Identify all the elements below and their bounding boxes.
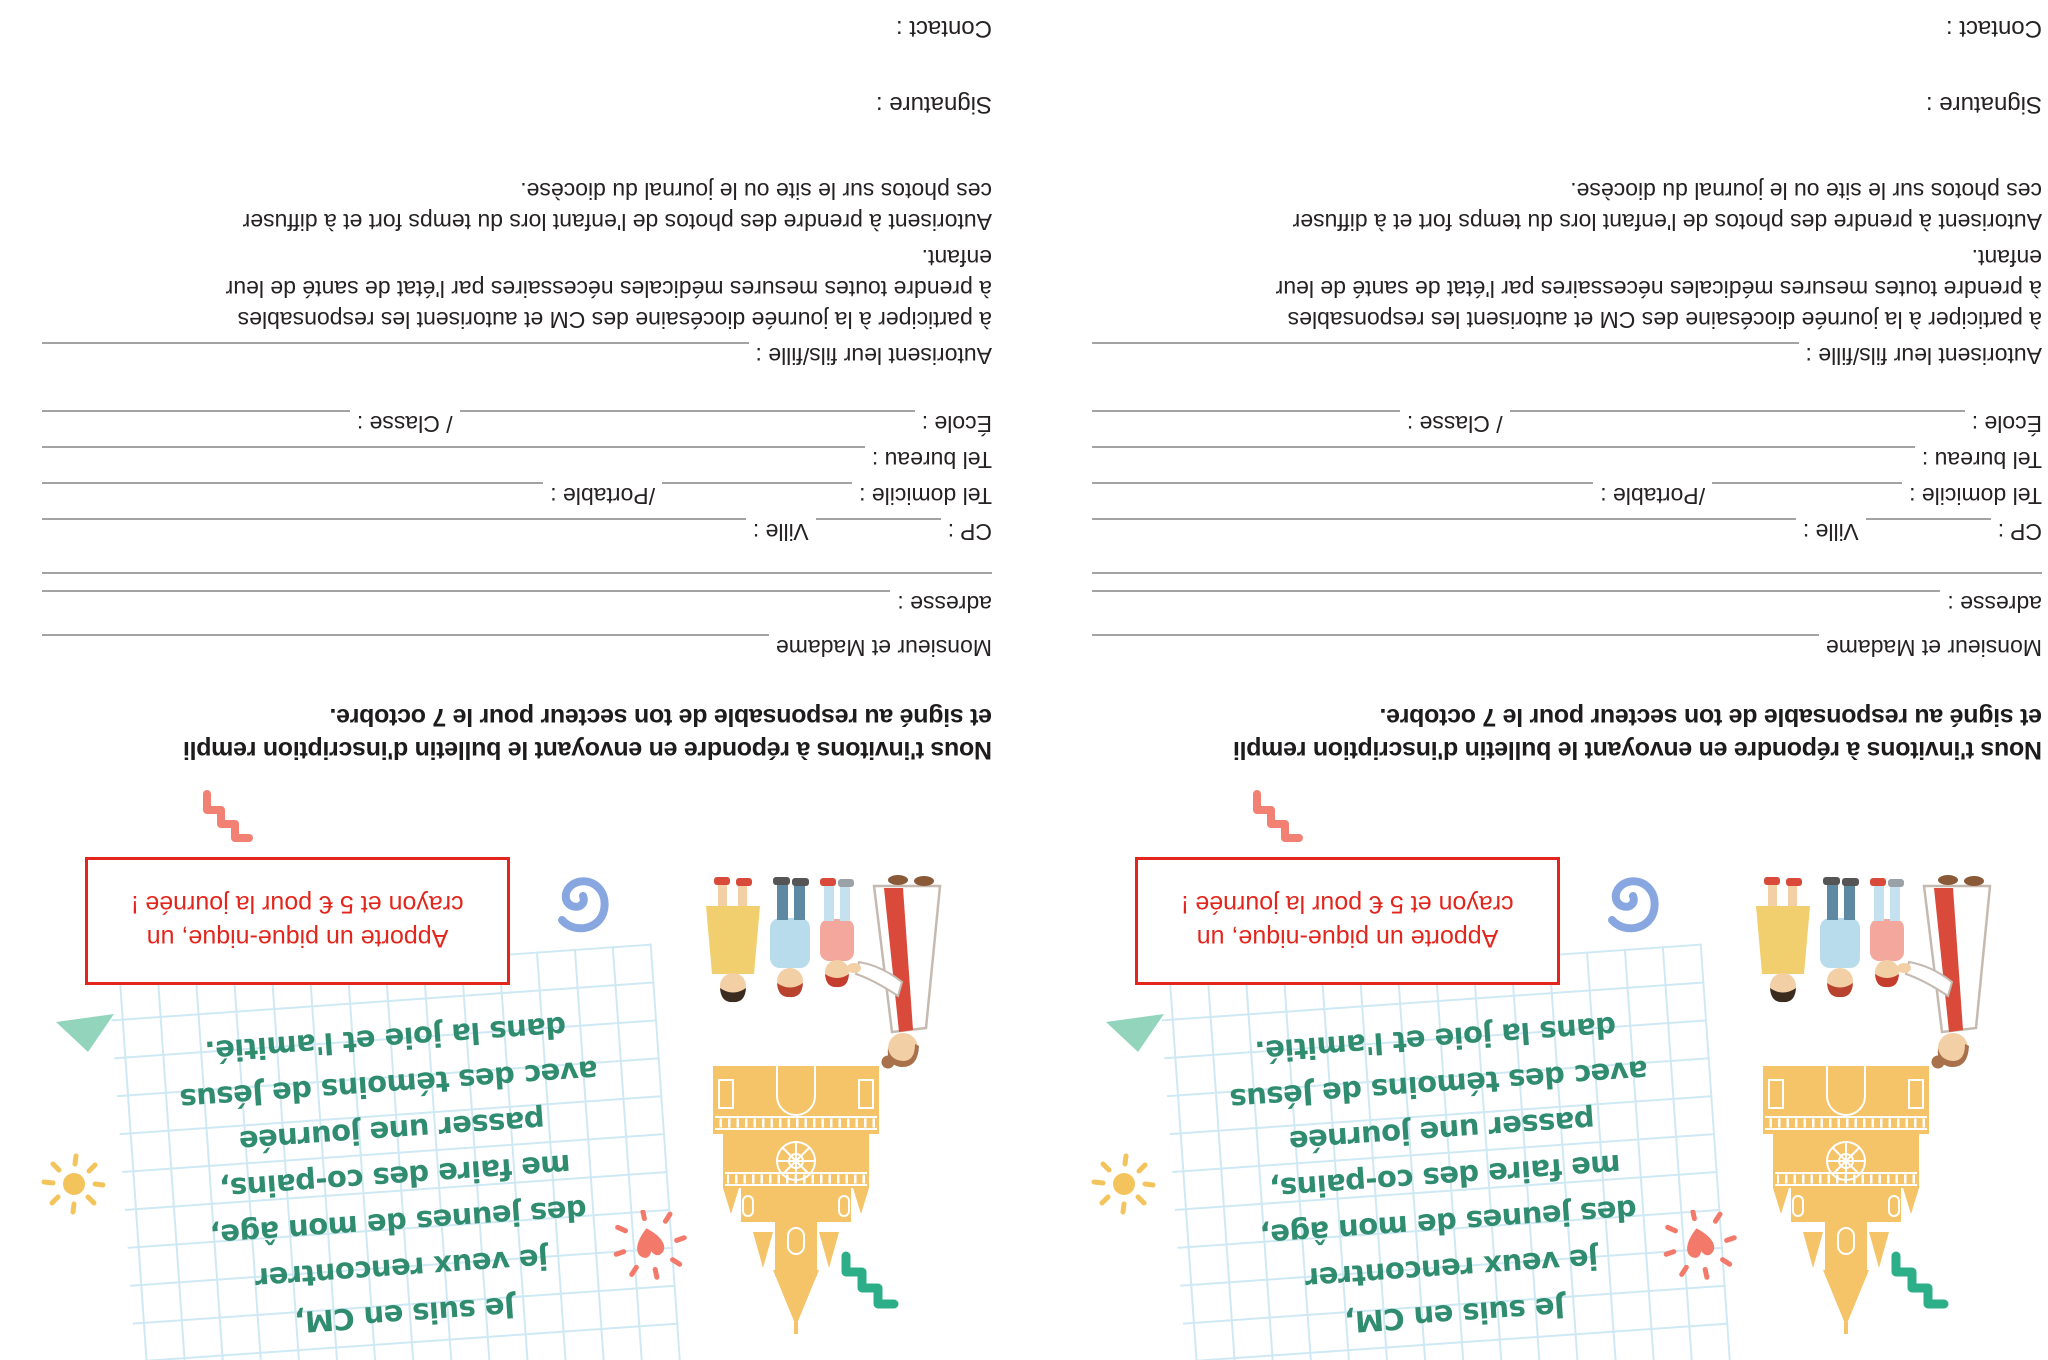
zigzag-icon bbox=[194, 786, 254, 846]
invitation-line: et signé au responsable de ton secteur pour le 7 octobre. bbox=[329, 703, 992, 731]
tel-office-line bbox=[1092, 446, 1915, 454]
zigzag-icon bbox=[1244, 786, 1304, 846]
grid-note bbox=[109, 944, 681, 1360]
invitation-text bbox=[1092, 700, 2042, 766]
children-jesus-illustration bbox=[1740, 872, 2010, 1092]
note-line: me faire des co-pains, bbox=[1268, 1147, 1622, 1207]
photo-paragraph-line2: ces photos sur le site ou le journal du diocèse. bbox=[520, 178, 992, 204]
note-line: Je suis en CM, bbox=[1343, 1290, 1567, 1340]
tel-office-label: Tel bureau : bbox=[1921, 447, 2042, 473]
note-line: je veux rencontrer bbox=[1304, 1241, 1600, 1296]
city-line bbox=[1092, 518, 1796, 526]
spiral-icon bbox=[1604, 872, 1662, 934]
form-row-phones bbox=[42, 482, 992, 510]
mobile-label: /Portable : bbox=[550, 483, 656, 509]
mobile-line bbox=[1092, 482, 1593, 490]
triangle-icon bbox=[52, 1010, 116, 1054]
city-label: Ville : bbox=[752, 519, 809, 545]
invitation-text bbox=[42, 700, 992, 766]
child-pink bbox=[1870, 878, 1904, 987]
address-label: adresse : bbox=[897, 591, 992, 617]
invitation-line: Nous t'invitons à répondre en envoyant le bulletin d'inscription rempli bbox=[1233, 736, 2042, 764]
note-line: avec des témoins de Jésus bbox=[1229, 1053, 1649, 1117]
form-row-address bbox=[1092, 590, 2042, 618]
child-name-line bbox=[1092, 342, 1799, 350]
triangle-icon bbox=[1102, 1010, 1166, 1054]
authorize-child-label: Autorisent leur fils/fille : bbox=[755, 343, 992, 369]
grid-note bbox=[1159, 944, 1731, 1360]
cathedral-illustration bbox=[1759, 1066, 1931, 1334]
address-line-2 bbox=[1092, 572, 2042, 580]
note-line: dans la joie et l'amitié. bbox=[1254, 1009, 1618, 1069]
child-blue bbox=[770, 877, 810, 997]
class-line bbox=[42, 410, 350, 418]
contact-label: Contact : bbox=[1945, 15, 2042, 42]
pickup-line: crayon et 5 € pour la journée ! bbox=[131, 890, 464, 918]
authorize-child-label: Autorisent leur fils/fille : bbox=[1805, 343, 2042, 369]
authorize-paragraph-line1: à participer à la journée diocésaine des CM et autorisent les responsables bbox=[1287, 307, 2042, 333]
class-label: / Classe : bbox=[1406, 411, 1503, 437]
school-line bbox=[1510, 410, 1965, 418]
child-yellow bbox=[706, 877, 760, 1002]
note-line: je veux rencontrer bbox=[254, 1241, 550, 1296]
cp-label: CP : bbox=[947, 519, 992, 545]
school-label: École : bbox=[921, 411, 992, 437]
note-line: des jeunes de mon âge, bbox=[209, 1192, 588, 1253]
pickup-line: Apporte un pique-nique, un bbox=[1196, 924, 1499, 952]
note-line: dans la joie et l'amitié. bbox=[204, 1009, 568, 1069]
address-line bbox=[1092, 590, 1940, 598]
class-label: / Classe : bbox=[356, 411, 453, 437]
child-pink bbox=[820, 878, 854, 987]
form-row-address-2 bbox=[1092, 572, 2042, 580]
tel-home-label: Tel domicile : bbox=[1909, 483, 2042, 509]
class-line bbox=[1092, 410, 1400, 418]
tel-home-line bbox=[1712, 482, 1902, 490]
note-line: des jeunes de mon âge, bbox=[1259, 1192, 1638, 1253]
flyer-column bbox=[0, 0, 1000, 1360]
jesus-figure bbox=[1897, 875, 1990, 1069]
form-row-tel-office bbox=[1092, 446, 2042, 474]
photo-paragraph-line2: ces photos sur le site ou le journal du diocèse. bbox=[1570, 178, 2042, 204]
heart-sun-icon bbox=[1663, 1210, 1737, 1280]
authorize-paragraph-line2: à prendre toutes mesures médicales nécessaires par l'état de santé de leur bbox=[1275, 276, 2042, 302]
form-row-phones bbox=[1092, 482, 2042, 510]
invitation-line: et signé au responsable de ton secteur pour le 7 octobre. bbox=[1379, 703, 2042, 731]
note-line: Je suis en CM, bbox=[293, 1290, 517, 1340]
tel-office-label: Tel bureau : bbox=[871, 447, 992, 473]
heart-sun-icon bbox=[613, 1210, 687, 1280]
form-row-cp-city bbox=[42, 518, 992, 546]
form-row-address bbox=[42, 590, 992, 618]
note-line: passer une journée bbox=[1288, 1103, 1596, 1159]
invitation-line: Nous t'invitons à répondre en envoyant le bulletin d'inscription rempli bbox=[183, 736, 992, 764]
form-row-authorize-child bbox=[42, 342, 992, 370]
mobile-line bbox=[42, 482, 543, 490]
contact-label: Contact : bbox=[895, 15, 992, 42]
tel-home-line bbox=[662, 482, 852, 490]
pickup-line: crayon et 5 € pour la journée ! bbox=[1181, 890, 1514, 918]
mobile-label: /Portable : bbox=[1600, 483, 1706, 509]
sun-icon bbox=[1088, 1152, 1158, 1216]
form-row-address-2 bbox=[42, 572, 992, 580]
photo-paragraph-line1: Autorisent à prendre des photos de l'enfant lors du temps fort et à diffuser bbox=[1292, 209, 2042, 235]
photo-paragraph-line1: Autorisent à prendre des photos de l'enfant lors du temps fort et à diffuser bbox=[242, 209, 992, 235]
pickup-line: Apporte un pique-nique, un bbox=[146, 924, 449, 952]
address-label: adresse : bbox=[1947, 591, 2042, 617]
authorize-paragraph-line1: à participer à la journée diocésaine des CM et autorisent les responsables bbox=[237, 307, 992, 333]
note-line: passer une journée bbox=[238, 1103, 546, 1159]
pickup-info-box bbox=[1135, 857, 1560, 985]
authorize-paragraph-line3: enfant. bbox=[921, 245, 992, 271]
signature-label: Signature : bbox=[1925, 91, 2042, 118]
signature-label: Signature : bbox=[875, 91, 992, 118]
parents-label: Monsieur et Madame bbox=[775, 635, 992, 661]
parents-label: Monsieur et Madame bbox=[1825, 635, 2042, 661]
form-row-cp-city bbox=[1092, 518, 2042, 546]
spiral-icon bbox=[554, 872, 612, 934]
cp-label: CP : bbox=[1997, 519, 2042, 545]
parents-line bbox=[42, 634, 769, 642]
note-line: me faire des co-pains, bbox=[218, 1147, 572, 1207]
authorize-paragraph-line2: à prendre toutes mesures médicales nécessaires par l'état de santé de leur bbox=[225, 276, 992, 302]
cp-line bbox=[816, 518, 941, 526]
cathedral-illustration bbox=[709, 1066, 881, 1334]
note-text bbox=[1163, 997, 1728, 1356]
note-text bbox=[113, 997, 678, 1356]
school-label: École : bbox=[1971, 411, 2042, 437]
form-row-school bbox=[1092, 410, 2042, 438]
authorize-paragraph-line3: enfant. bbox=[1971, 245, 2042, 271]
cp-line bbox=[1866, 518, 1991, 526]
sun-icon bbox=[38, 1152, 108, 1216]
city-label: Ville : bbox=[1802, 519, 1859, 545]
jesus-figure bbox=[847, 875, 940, 1069]
address-line-2 bbox=[42, 572, 992, 580]
form-row-school bbox=[42, 410, 992, 438]
tel-office-line bbox=[42, 446, 865, 454]
children-jesus-illustration bbox=[690, 872, 960, 1092]
child-blue bbox=[1820, 877, 1860, 997]
form-row-authorize-child bbox=[1092, 342, 2042, 370]
child-yellow bbox=[1756, 877, 1810, 1002]
child-name-line bbox=[42, 342, 749, 350]
address-line bbox=[42, 590, 890, 598]
school-line bbox=[460, 410, 915, 418]
flyer-column bbox=[1050, 0, 2048, 1360]
pickup-info-box bbox=[85, 857, 510, 985]
tel-home-label: Tel domicile : bbox=[859, 483, 992, 509]
note-line: avec des témoins de Jésus bbox=[179, 1053, 599, 1117]
form-row-parents bbox=[42, 634, 992, 662]
form-row-tel-office bbox=[42, 446, 992, 474]
parents-line bbox=[1092, 634, 1819, 642]
city-line bbox=[42, 518, 746, 526]
form-row-parents bbox=[1092, 634, 2042, 662]
